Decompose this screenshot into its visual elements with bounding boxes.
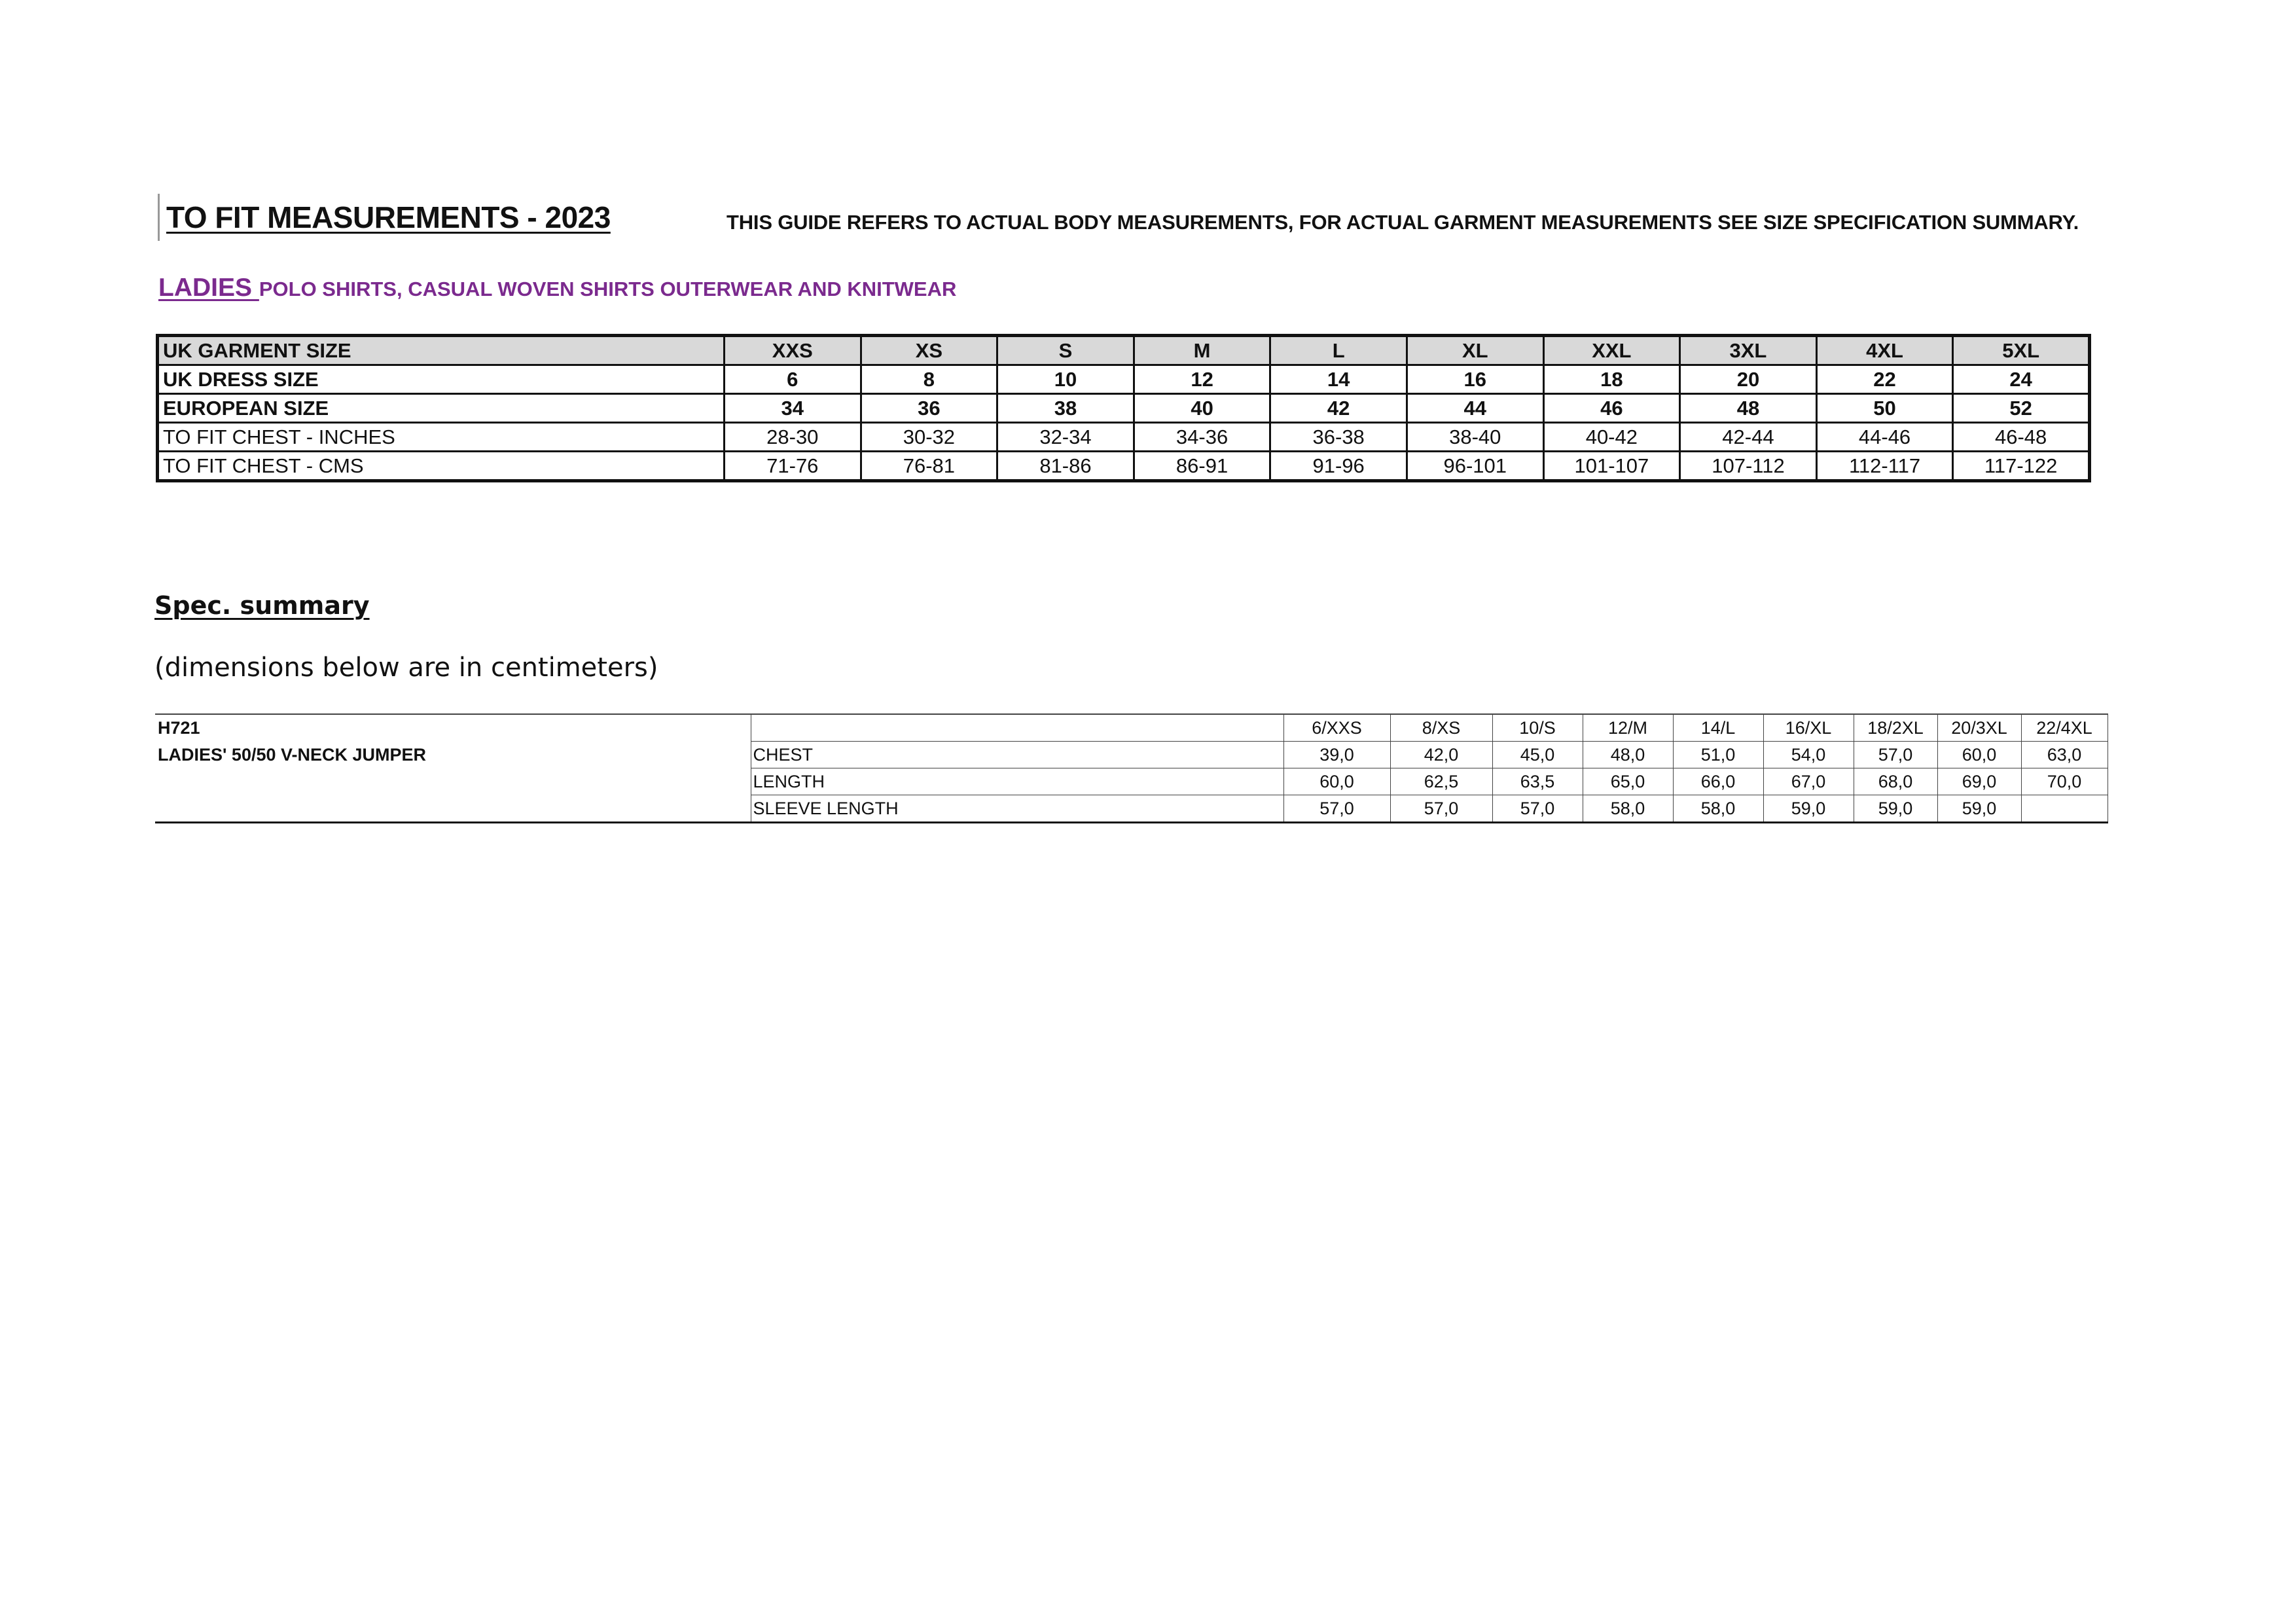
spec-value: 59,0 bbox=[1854, 795, 1937, 823]
size-cell: 24 bbox=[1953, 365, 2090, 394]
spec-value: 65,0 bbox=[1583, 768, 1673, 795]
size-cell: 117-122 bbox=[1953, 452, 2090, 481]
spec-value: 58,0 bbox=[1583, 795, 1673, 823]
title-divider bbox=[158, 194, 160, 241]
size-cell: 22 bbox=[1816, 365, 1953, 394]
size-cell: 40-42 bbox=[1543, 423, 1680, 452]
size-cell: 32-34 bbox=[997, 423, 1134, 452]
spec-value: 60,0 bbox=[1937, 742, 2021, 768]
size-cell: 38-40 bbox=[1407, 423, 1543, 452]
size-cell: 36 bbox=[861, 394, 997, 423]
spec-value: 59,0 bbox=[1937, 795, 2021, 823]
guide-note: THIS GUIDE REFERS TO ACTUAL BODY MEASUREMENTS, FOR ACTUAL GARMENT MEASUREMENTS SEE SIZE SPECIFICATION SUMMARY. bbox=[726, 211, 2079, 234]
row-label: UK GARMENT SIZE bbox=[158, 336, 725, 365]
style-code: H721 bbox=[155, 714, 751, 742]
size-cell: 86-91 bbox=[1134, 452, 1270, 481]
spec-size-header: 14/L bbox=[1673, 714, 1763, 742]
spec-size-header: 12/M bbox=[1583, 714, 1673, 742]
spec-row-sleeve-length bbox=[155, 795, 2108, 823]
size-cell: 5XL bbox=[1953, 336, 2090, 365]
spec-value: 57,0 bbox=[1283, 795, 1390, 823]
size-cell: 52 bbox=[1953, 394, 2090, 423]
size-row-uk-garment bbox=[158, 336, 2090, 365]
spec-value bbox=[2021, 795, 2108, 823]
spec-value: 66,0 bbox=[1673, 768, 1763, 795]
spec-size-header: 6/XXS bbox=[1283, 714, 1390, 742]
measurement-label: SLEEVE LENGTH bbox=[751, 795, 1283, 823]
spec-value: 57,0 bbox=[1390, 795, 1492, 823]
spec-value: 63,0 bbox=[2021, 742, 2108, 768]
size-cell: 46-48 bbox=[1953, 423, 2090, 452]
size-row-chest-cms bbox=[158, 452, 2090, 481]
size-cell: 76-81 bbox=[861, 452, 997, 481]
style-name: LADIES' 50/50 V-NECK JUMPER bbox=[158, 744, 427, 765]
row-label: TO FIT CHEST - INCHES bbox=[158, 423, 725, 452]
spec-row-chest bbox=[155, 742, 2108, 768]
page-title: TO FIT MEASUREMENTS - 2023 bbox=[166, 200, 611, 234]
spec-size-header: 20/3XL bbox=[1937, 714, 2021, 742]
size-cell: 48 bbox=[1680, 394, 1817, 423]
size-cell: 10 bbox=[997, 365, 1134, 394]
size-cell: 50 bbox=[1816, 394, 1953, 423]
spec-table bbox=[155, 713, 2108, 823]
style-cell-empty bbox=[155, 768, 751, 795]
size-cell: 20 bbox=[1680, 365, 1817, 394]
size-row-european bbox=[158, 394, 2090, 423]
size-cell: 18 bbox=[1543, 365, 1680, 394]
spec-value: 62,5 bbox=[1390, 768, 1492, 795]
row-label: UK DRESS SIZE bbox=[158, 365, 725, 394]
size-cell: 4XL bbox=[1816, 336, 1953, 365]
size-cell: 38 bbox=[997, 394, 1134, 423]
spec-size-header: 10/S bbox=[1492, 714, 1583, 742]
size-cell: 112-117 bbox=[1816, 452, 1953, 481]
spec-size-header: 16/XL bbox=[1763, 714, 1854, 742]
style-cell-empty bbox=[155, 795, 751, 823]
spec-value: 54,0 bbox=[1763, 742, 1854, 768]
spec-value: 45,0 bbox=[1492, 742, 1583, 768]
size-cell: L bbox=[1270, 336, 1407, 365]
size-row-chest-inches bbox=[158, 423, 2090, 452]
spec-value: 51,0 bbox=[1673, 742, 1763, 768]
spec-table-wrapper bbox=[155, 713, 2108, 823]
size-cell: 40 bbox=[1134, 394, 1270, 423]
size-cell: 16 bbox=[1407, 365, 1543, 394]
size-table bbox=[156, 334, 2091, 482]
size-cell: 101-107 bbox=[1543, 452, 1680, 481]
size-cell: 96-101 bbox=[1407, 452, 1543, 481]
size-cell: 44 bbox=[1407, 394, 1543, 423]
spec-value: 63,5 bbox=[1492, 768, 1583, 795]
category-lead: LADIES bbox=[158, 274, 259, 302]
spec-value: 68,0 bbox=[1854, 768, 1937, 795]
measurement-label: CHEST bbox=[751, 742, 1283, 768]
spec-value: 57,0 bbox=[1854, 742, 1937, 768]
size-row-uk-dress bbox=[158, 365, 2090, 394]
size-cell: 12 bbox=[1134, 365, 1270, 394]
size-cell: XXS bbox=[725, 336, 861, 365]
spec-units-note: (dimensions below are in centimeters) bbox=[154, 653, 658, 683]
size-cell: S bbox=[997, 336, 1134, 365]
size-cell: 71-76 bbox=[725, 452, 861, 481]
size-cell: 34 bbox=[725, 394, 861, 423]
spec-value: 59,0 bbox=[1763, 795, 1854, 823]
size-cell: 28-30 bbox=[725, 423, 861, 452]
spec-value: 60,0 bbox=[1283, 768, 1390, 795]
measurement-label: LENGTH bbox=[751, 768, 1283, 795]
spec-value: 57,0 bbox=[1492, 795, 1583, 823]
size-cell: 91-96 bbox=[1270, 452, 1407, 481]
size-cell: 14 bbox=[1270, 365, 1407, 394]
spec-value: 42,0 bbox=[1390, 742, 1492, 768]
size-cell: M bbox=[1134, 336, 1270, 365]
size-cell: XXL bbox=[1543, 336, 1680, 365]
spec-value: 67,0 bbox=[1763, 768, 1854, 795]
spec-value: 39,0 bbox=[1283, 742, 1390, 768]
size-cell: 8 bbox=[861, 365, 997, 394]
spec-value: 69,0 bbox=[1937, 768, 2021, 795]
measurement-label bbox=[751, 714, 1283, 742]
spec-value: 58,0 bbox=[1673, 795, 1763, 823]
size-cell: 42 bbox=[1270, 394, 1407, 423]
row-label: TO FIT CHEST - CMS bbox=[158, 452, 725, 481]
spec-value: 70,0 bbox=[2021, 768, 2108, 795]
size-cell: 42-44 bbox=[1680, 423, 1817, 452]
spec-summary-heading: Spec. summary bbox=[154, 591, 370, 620]
size-cell: 107-112 bbox=[1680, 452, 1817, 481]
spec-size-header-row bbox=[155, 714, 2108, 742]
row-label: EUROPEAN SIZE bbox=[158, 394, 725, 423]
size-cell: 46 bbox=[1543, 394, 1680, 423]
size-cell: 34-36 bbox=[1134, 423, 1270, 452]
spec-size-header: 8/XS bbox=[1390, 714, 1492, 742]
category-rest: POLO SHIRTS, CASUAL WOVEN SHIRTS OUTERWEAR AND KNITWEAR bbox=[259, 278, 957, 300]
size-cell: XL bbox=[1407, 336, 1543, 365]
size-cell: 30-32 bbox=[861, 423, 997, 452]
size-cell: XS bbox=[861, 336, 997, 365]
size-cell: 36-38 bbox=[1270, 423, 1407, 452]
size-cell: 6 bbox=[725, 365, 861, 394]
spec-size-header: 18/2XL bbox=[1854, 714, 1937, 742]
spec-row-length bbox=[155, 768, 2108, 795]
spec-size-header: 22/4XL bbox=[2021, 714, 2108, 742]
spec-value: 48,0 bbox=[1583, 742, 1673, 768]
size-cell: 3XL bbox=[1680, 336, 1817, 365]
size-cell: 44-46 bbox=[1816, 423, 1953, 452]
size-cell: 81-86 bbox=[997, 452, 1134, 481]
category-subtitle bbox=[158, 274, 956, 302]
